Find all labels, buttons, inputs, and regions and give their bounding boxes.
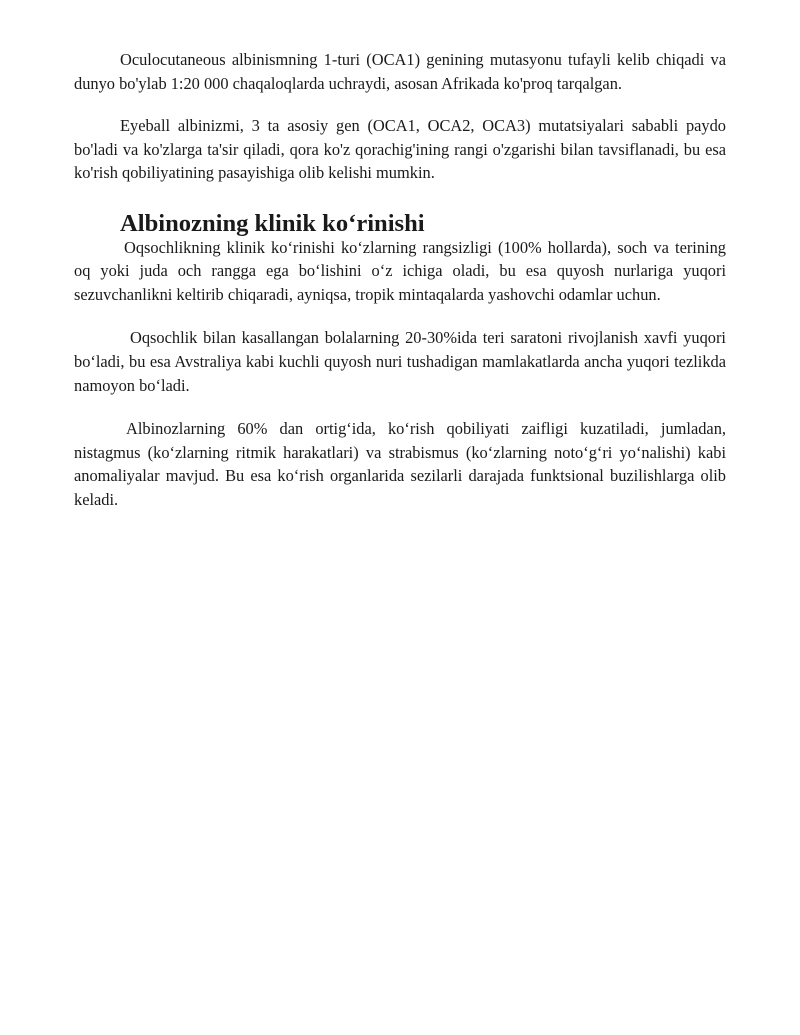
paragraph-eyeball-albinism: Eyeball albinizmi, 3 ta asosiy gen (OCA1, OCA2, OCA3) mutatsiyalari sababli paydo bo'ladi va ko'zlarga ta'sir qiladi, qora ko'z qorachig'ining rangi o'zgarishi bilan tavsiflanadi, bu esa ko'rish qobiliyatining pasayishiga olib kelishi mumkin.	[74, 116, 726, 183]
document-body	[74, 48, 726, 512]
paragraph-oca1: Oculocutaneous albinismning 1-turi (OCA1) genining mutasyonu tufayli kelib chiqadi va dunyo bo'ylab 1:20 000 chaqaloqlarda uchraydi, asosan Afrikada ko'proq tarqalgan.	[74, 50, 726, 93]
paragraph-clinical-appearance: Oqsochlikning klinik ko‘rinishi ko‘zlarning rangsizligi (100% hollarda), soch va terining oq yoki juda och rangga ega bo‘lishini o‘z ichiga oladi, bu esa quyosh nurlariga yuqori sezuvchanlikni keltirib chiqaradi, ayniqsa, tropik mintaqalarda yashovchi odamlar uchun.	[74, 237, 726, 304]
paragraph-skin-cancer-risk: Oqsochlik bilan kasallangan bolalarning 20-30%ida teri saratoni rivojlanish xavfi yuqori bo‘ladi, bu esa Avstraliya kabi kuchli quyosh nuri tushadigan mamlakatlarda ancha yuqori tezlikda namoyon bo‘ladi.	[74, 328, 726, 395]
section-heading: Albinozning klinik ko‘rinishi	[120, 209, 425, 237]
paragraph-vision-impairment: Albinozlarning 60% dan ortig‘ida, ko‘rish qobiliyati zaifligi kuzatiladi, jumladan, nistagmus (ko‘zlarning ritmik harakatlari) va strabismus (ko‘zlarning noto‘g‘ri yo‘nalishi) kabi anomaliyalar mavjud. Bu esa ko‘rish organlarida sezilarli darajada funktsional buzilishlarga olib keladi.	[74, 419, 726, 509]
